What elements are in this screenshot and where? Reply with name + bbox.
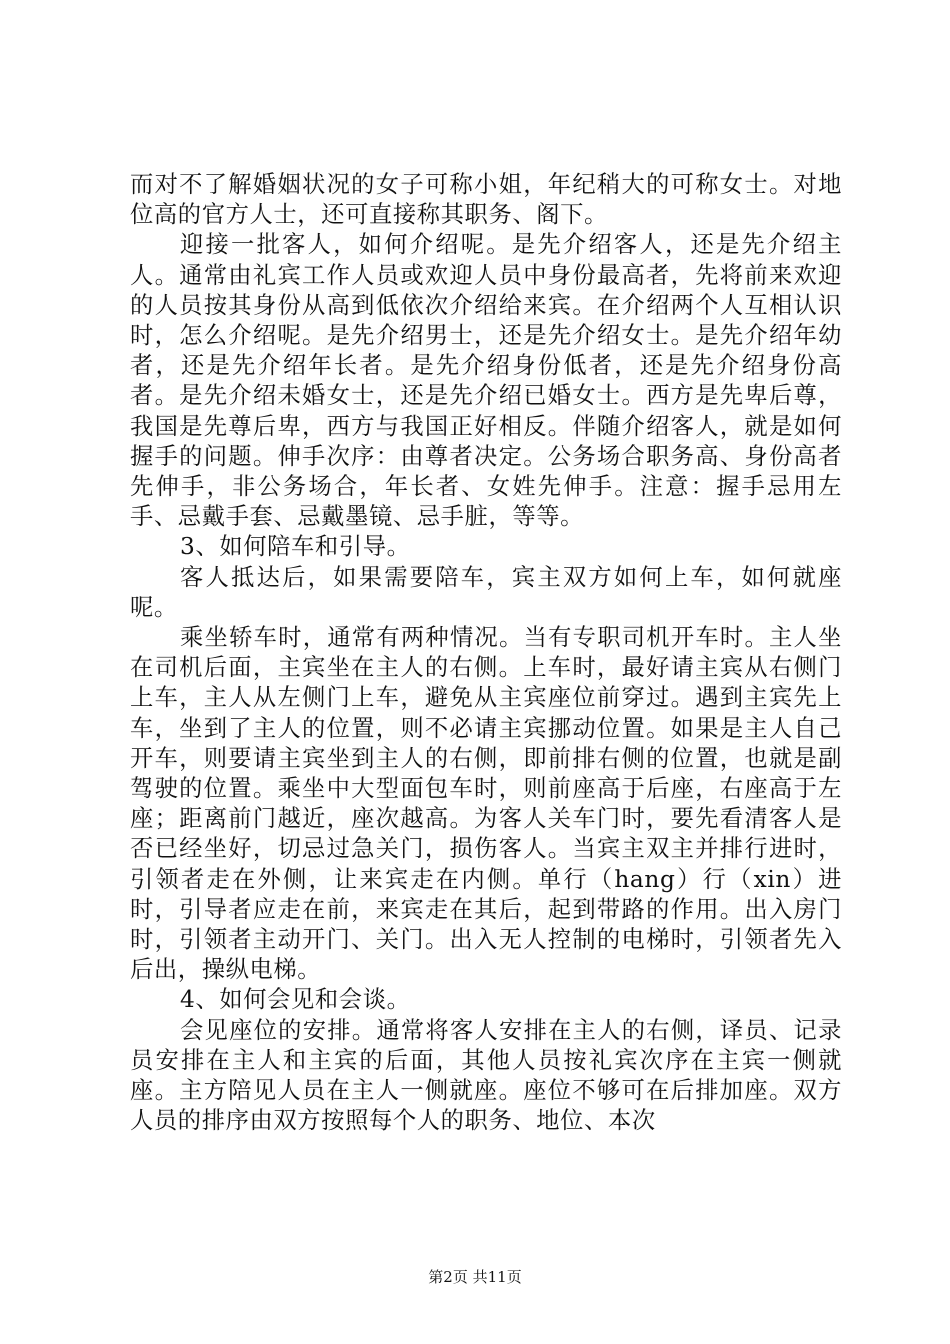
document-body xyxy=(130,170,842,1137)
paragraph-continuation: 而对不了解婚姻状况的女子可称小姐，年纪稍大的可称女士。对地位高的官方人士，还可直接称其职务、阁下。 xyxy=(130,171,842,229)
section-heading-3: 3、如何陪车和引导。 xyxy=(180,533,411,561)
page-number-footer: 第2页 共11页 xyxy=(428,1268,522,1286)
paragraph-meeting-seating: 会见座位的安排。通常将客人安排在主人的右侧，译员、记录员安排在主人和主宾的后面，其他人员按礼宾次序在主宾一侧就座。主方陪见人员在主人一侧就座。座位不够可在后排加座。双方人员的排序由双方按照每个人的职务、地位、本次 xyxy=(130,1016,842,1135)
paragraph-car-seating: 乘坐轿车时，通常有两种情况。当有专职司机开车时。主人坐在司机后面，主宾坐在主人的右侧。上车时，最好请主宾从右侧门上车，主人从左侧门上车，避免从主宾座位前穿过。遇到主宾先上车，坐到了主人的位置，则不必请主宾挪动位置。如果是主人自己开车，则要请主宾坐到主人的右侧，即前排右侧的位置，也就是副驾驶的位置。乘坐中大型面包车时，则前座高于后座，右座高于左座；距离前门越近，座次越高。为客人关车门时，要先看清客人是否已经坐好，切忌过急关门，损伤客人。当宾主双主并排行进时，引领者走在外侧，让来宾走在内侧。单行（hang）行（xin）进时，引导者应走在前，来宾走在其后，起到带路的作用。出入房门时，引领者主动开门、关门。出入无人控制的电梯时，引领者先入后出，操纵电梯。 xyxy=(130,624,842,984)
paragraph-introductions: 迎接一批客人，如何介绍呢。是先介绍客人，还是先介绍主人。通常由礼宾工作人员或欢迎人员中身份最高者，先将前来欢迎的人员按其身份从高到低依次介绍给来宾。在介绍两个人互相认识时，怎么介绍呢。是先介绍男士，还是先介绍女士。是先介绍年幼者，还是先介绍年长者。是先介绍身份低者，还是先介绍身份高者。是先介绍未婚女士，还是先介绍已婚女士。西方是先卑后尊，我国是先尊后卑，西方与我国正好相反。伴随介绍客人，就是如何握手的问题。伸手次序：由尊者决定。公务场合职务高、身份高者先伸手，非公务场合，年长者、女姓先伸手。注意：握手忌用左手、忌戴手套、忌戴墨镜、忌手脏，等等。 xyxy=(130,231,842,531)
paragraph-car-intro: 客人抵达后，如果需要陪车，宾主双方如何上车，如何就座呢。 xyxy=(130,563,842,621)
section-heading-4: 4、如何会见和会谈。 xyxy=(180,986,411,1014)
